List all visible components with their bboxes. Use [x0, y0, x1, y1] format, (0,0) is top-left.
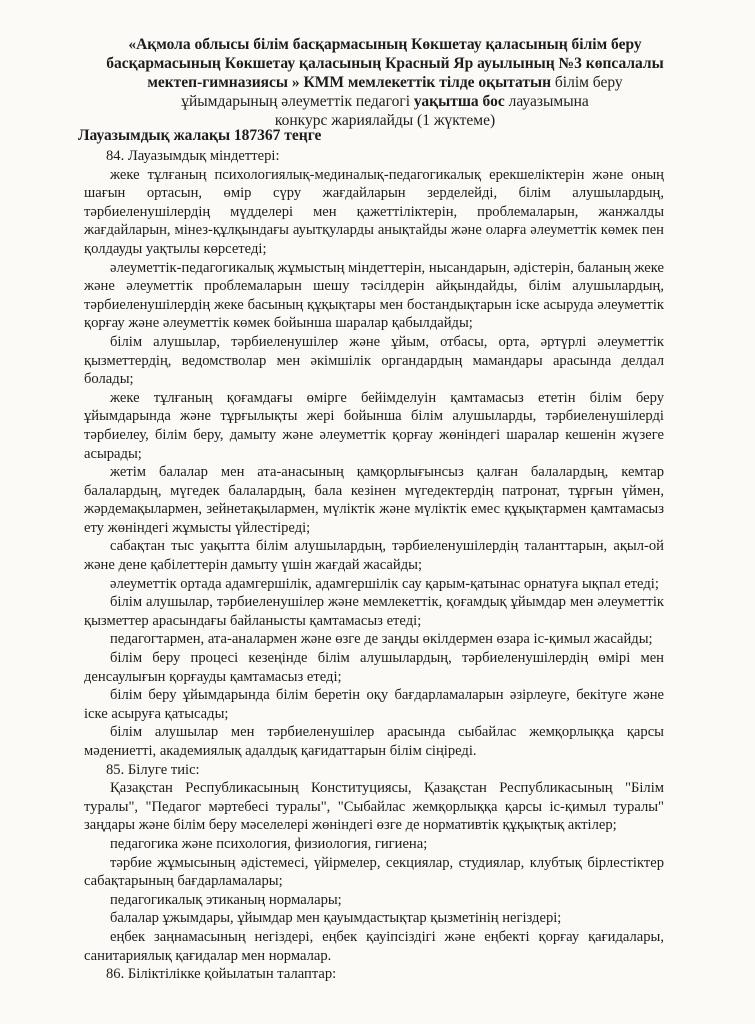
header-line-4c: лауазымына: [504, 93, 589, 110]
duty-paragraph: жеке тұлғаның психологиялық-мединалық-педагогикалық ерекшеліктерін және оның шағын ортасын, өмір сүру жағдайларын зерделейді, білім алушылардың, тәрбиеленушілердің мүдделері мен қажеттіліктерін, проблемаларын, жанжалды жағдайларын, мінез-құлқындағы ауытқуларды анықтайды және оларға әлеуметтік көмек пен қолдауды уақтылы көрсетеді;: [84, 166, 664, 257]
duty-paragraph: жетім балалар мен ата-анасының қамқорлығынсыз қалған балалардың, кемтар балалардың, мүгедек балалардың, бала кезінен мүгедектердің патронат, тұрғын үймен, жәрдемақылармен, зейнетақылармен, мүліктік және мүліктік емес құқықтармен қамтамасыз ету жөніндегі жұмысты үйлестіреді;: [84, 464, 664, 536]
header-line-4b: уақытша бос: [413, 93, 505, 110]
salary-line: Лауазымдық жалақы 187367 теңге: [78, 127, 322, 144]
knowledge-paragraph: балалар ұжымдары, ұйымдар мен қауымдастықтар қызметінің негіздері;: [110, 910, 562, 927]
knowledge-paragraph: еңбек заңнамасының негіздері, еңбек қауіпсіздігі және еңбекті қорғау қағидалары, санитариялық қағидалар мен нормалар.: [84, 928, 664, 964]
duty-paragraph: әлеуметтік ортада адамгершілік, адамгершілік сау қарым-қатынас орнатуға ықпал етеді;: [110, 575, 659, 592]
document-body: [84, 147, 664, 984]
header-line-1: «Ақмола облысы білім басқармасының Көкшетау қаласының білім беру: [128, 36, 642, 53]
header-line-4a: ұйымдарының әлеуметтік педагогі: [181, 93, 414, 110]
section-86-heading: 86. Біліктілікке қойылатын талаптар:: [106, 966, 337, 983]
header-line-2: басқармасының Көкшетау қаласының Красный Яр ауылының №3 көпсалалы: [106, 55, 664, 72]
announcement-header: [40, 35, 730, 130]
header-line-4: [40, 92, 730, 111]
duty-paragraph: білім беру ұйымдарында білім беретін оқу бағдарламаларын әзірлеуге, бекітуге және іске асыруға қатысады;: [84, 687, 664, 722]
header-line-3b: білім беру: [551, 74, 623, 91]
duty-paragraph: білім алушылар мен тәрбиеленушілер арасында сыбайлас жемқорлыққа қарсы мәдениетті, академиялық адалдық қағидаттарын білім сіңіреді.: [84, 724, 664, 759]
knowledge-paragraph: педагогика және психология, физиология, гигиена;: [110, 835, 428, 852]
duty-paragraph: білім алушылар, тәрбиеленушілер және мемлекеттік, қоғамдық ұйымдар мен әлеуметтік қызметтер арасындағы байланысты қамтамасыз етеді;: [84, 594, 664, 629]
duty-paragraph: жеке тұлғаның қоғамдағы өмірге бейімделуін қамтамасыз ететін білім беру ұйымдарында және тұрғылықты жері бойынша білім алушыларды, тәрбиеленушілерді тәрбиелеу, білім беру, дамыту және әлеуметтік қорғау жөніндегі шаралар кешенін жүзеге асырады;: [84, 389, 664, 462]
knowledge-paragraph: тәрбие жұмысының әдістемесі, үйірмелер, секциялар, студиялар, клубтық бірлестіктер сабақтарының бағдарламалары;: [84, 854, 664, 890]
duty-paragraph: педагогтармен, ата-аналармен және өзге де заңды өкілдермен өзара іс-қимыл жасайды;: [110, 631, 653, 648]
header-line-3a: мектеп-гимназиясы » КММ мемлекеттік тілде оқытатын: [147, 74, 552, 91]
duty-paragraph: сабақтан тыс уақытта білім алушылардың, тәрбиеленушілердің таланттарын, ақыл-ой және дене қабілеттерін дамыту үшін жағдай жасайды;: [84, 538, 664, 574]
duty-paragraph: білім алушылар, тәрбиеленушілер және ұйым, отбасы, орта, әртүрлі әлеуметтік қызметтердің, ведомстволар мен әкімшілік органдардың мамандары арасында делдал болады;: [84, 333, 664, 388]
section-84-heading: 84. Лауазымдық міндеттері:: [106, 148, 280, 164]
section-85-heading: 85. Білуге тиіс:: [106, 761, 200, 778]
knowledge-paragraph: Қазақстан Республикасының Конституциясы, Қазақстан Республикасының "Білім туралы", "Педагог мәртебесі туралы", "Сыбайлас жемқорлыққа қарсы іс-қимыл туралы" заңдары және білім беру мәселелері жөніндегі өзге де нормативтік құқықтық актілер;: [84, 780, 664, 834]
header-line-3: [40, 73, 730, 92]
duty-paragraph: білім беру процесі кезеңінде білім алушылардың, тәрбиеленушілердің өмірі мен денсаулығын қорғауды қамтамасыз етеді;: [84, 650, 664, 685]
duty-paragraph: әлеуметтік-педагогикалық жұмыстың міндеттерін, нысандарын, әдістерін, баланың жеке және әлеуметтік проблемаларын шешу тәсілдерін айқындайды, білім алушылардың, тәрбиеленушілердің жеке басының құқықтары мен бостандықтарын іске асыруда әлеуметтік қорғау және әлеуметтік көмек бойынша шаралар қабылдайды;: [84, 259, 664, 332]
header-line-5: конкурс жариялайды (1 жүктеме): [274, 112, 496, 129]
knowledge-paragraph: педагогикалық этиканың нормалары;: [110, 891, 342, 908]
